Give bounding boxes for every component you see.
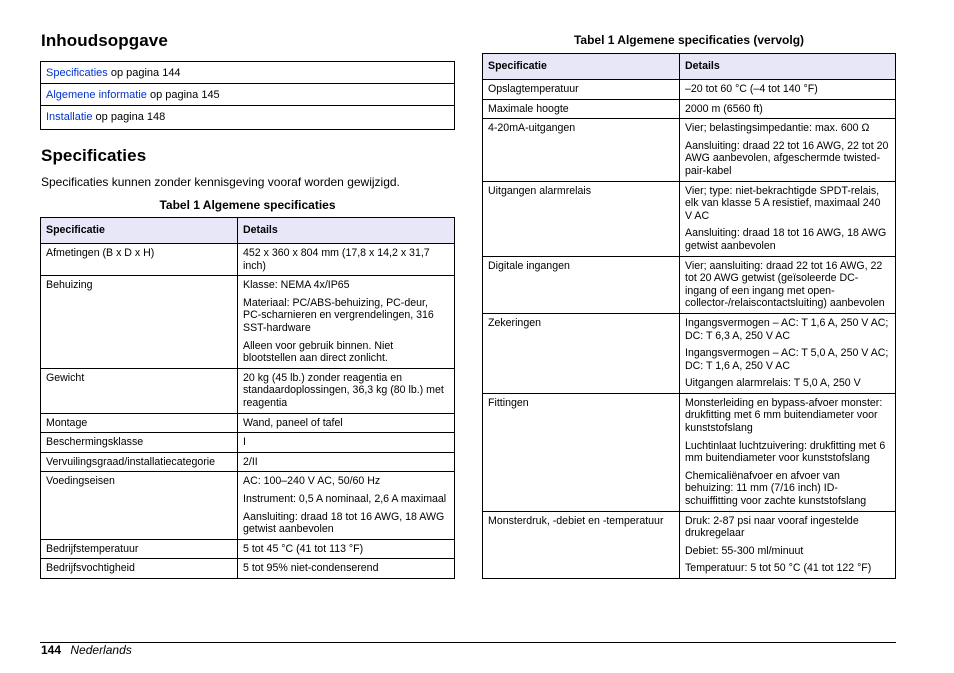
spec-cell: Fittingen [483, 393, 680, 511]
table-row [41, 368, 455, 413]
header-spec: Specificatie [483, 54, 680, 80]
table-header-row [41, 218, 455, 244]
spec-table-2 [482, 53, 896, 579]
table2-caption: Tabel 1 Algemene specificaties (vervolg) [573, 33, 805, 47]
spec-cell: Uitgangen alarmrelais [483, 181, 680, 256]
footer-divider [40, 642, 896, 643]
table-row [41, 244, 455, 276]
details-cell [238, 433, 455, 453]
table-row [41, 539, 455, 559]
details-line: Ingangsvermogen – AC: T 5,0 A, 250 V AC; DC: T 1,6 A, 250 V AC [685, 347, 889, 372]
toc-item [41, 84, 454, 106]
spec-cell: Bedrijfstemperatuur [41, 539, 238, 559]
table2-body [483, 80, 896, 579]
spec-cell: Maximale hoogte [483, 99, 680, 119]
table-row [483, 80, 896, 100]
details-line: –20 tot 60 °C (–4 tot 140 °F) [685, 83, 818, 95]
header-details: Details [238, 218, 455, 244]
details-line: Aansluiting: draad 22 tot 16 AWG, 22 tot 20 AWG aanbevolen, afgeschermde twisted-pair-kabel [685, 139, 889, 177]
details-line: Luchtinlaat luchtzuivering: drukfitting met 6 mm buitendiameter voor kunststofslang [685, 439, 886, 465]
details-line: Materiaal: PC/ABS-behuizing, PC-deur, PC-scharnieren en vergrendelingen, 316 SST-hardware [243, 296, 434, 334]
toc-list [40, 61, 455, 130]
table1-body [41, 244, 455, 579]
details-line: Chemicaliënafvoer en afvoer van behuizing: 11 mm (7/16 inch) ID-schuiffitting voor zachte kunststofslang [685, 469, 867, 508]
details-line: Vier; aansluiting: draad 22 tot 16 AWG, 22 tot 20 AWG getwist (geïsoleerde DC-ingang of een ingang met open-collector-/relaiscontactsluiting) aanbevolen [685, 259, 885, 310]
details-line: 2000 m (6560 ft) [685, 102, 763, 115]
details-cell [238, 472, 455, 539]
table-row [483, 99, 896, 119]
details-line: Vier; type: niet-bekrachtigde SPDT-relais, elk van klasse 5 A resistief, maximaal 240 V AC [685, 184, 881, 222]
details-line: Aansluiting: draad 18 tot 16 AWG, 18 AWG getwist aanbevolen [243, 510, 445, 536]
spec-cell: Behuizing [41, 276, 238, 369]
details-line: 2/II [243, 455, 258, 468]
details-line: Klasse: NEMA 4x/IP65 [243, 279, 350, 292]
spec-cell: Voedingseisen [41, 472, 238, 539]
toc-link-algemene-informatie[interactable]: Algemene informatie [46, 89, 147, 101]
details-line: Druk: 2-87 psi naar vooraf ingestelde drukregelaar [685, 514, 859, 540]
details-cell [238, 559, 455, 579]
table-row [41, 276, 455, 369]
details-line: AC: 100–240 V AC, 50/60 Hz [243, 475, 381, 488]
spec-cell: Gewicht [41, 368, 238, 413]
toc-heading: Inhoudsopgave [41, 31, 168, 50]
spec-cell: Bedrijfsvochtigheid [41, 559, 238, 579]
details-cell [680, 80, 896, 100]
spec-cell: Montage [41, 413, 238, 433]
details-line: Temperatuur: 5 tot 50 °C (41 tot 122 °F) [685, 562, 872, 575]
details-line: 20 kg (45 lb.) zonder reagentia en standaardoplossingen, 36,3 kg (80 lb.) met reagentia [243, 371, 444, 409]
footer-language: Nederlands [70, 643, 132, 657]
details-cell [238, 413, 455, 433]
spec-cell: Beschermingsklasse [41, 433, 238, 453]
table-row [483, 256, 896, 313]
details-line: Alleen voor gebruik binnen. Niet blootstellen aan direct zonlicht. [243, 339, 394, 365]
table-row [41, 472, 455, 539]
table-row [41, 413, 455, 433]
page-footer [41, 643, 132, 657]
table-row [41, 433, 455, 453]
details-line: 452 x 360 x 804 mm (17,8 x 14,2 x 31,7 inch) [243, 247, 430, 272]
details-cell [680, 511, 896, 578]
details-line: Ingangsvermogen – AC: T 1,6 A, 250 V AC; DC: T 6,3 A, 250 V AC [685, 316, 889, 342]
details-line: Instrument: 0,5 A nominaal, 2,6 A maximaal [243, 492, 447, 505]
details-cell [680, 313, 896, 393]
spec-cell: Digitale ingangen [483, 256, 680, 313]
table-row [483, 313, 896, 393]
details-line: Monsterleiding en bypass-afvoer monster: drukfitting met 6 mm buitendiameter voor kunststofslang [685, 396, 883, 435]
details-cell [238, 244, 455, 276]
toc-item-suffix: op pagina 145 [146, 89, 220, 101]
details-cell [238, 276, 455, 369]
toc-link-installatie[interactable]: Installatie [46, 111, 93, 123]
details-cell [680, 119, 896, 181]
table-row [483, 511, 896, 578]
details-cell [680, 99, 896, 119]
details-cell [238, 539, 455, 559]
details-line: Wand, paneel of tafel [243, 416, 343, 429]
details-line: I [243, 436, 246, 449]
spec-cell: Zekeringen [483, 313, 680, 393]
header-spec: Specificatie [41, 218, 238, 244]
page-number: 144 [41, 643, 62, 657]
toc-item [41, 106, 454, 129]
spec-cell: Monsterdruk, -debiet en -temperatuur [483, 511, 680, 578]
details-line: Uitgangen alarmrelais: T 5,0 A, 250 V [685, 377, 861, 390]
toc-item-suffix: op pagina 148 [92, 111, 166, 123]
spec-cell: Opslagtemperatuur [483, 80, 680, 100]
spec-cell: 4-20mA-uitgangen [483, 119, 680, 181]
toc-link-specificaties[interactable]: Specificaties [46, 67, 108, 79]
spec-cell: Afmetingen (B x D x H) [41, 244, 238, 276]
table-row [41, 452, 455, 472]
details-cell [680, 181, 896, 256]
spec-cell: Vervuilingsgraad/installatiecategorie [41, 452, 238, 472]
toc-item-suffix: op pagina 144 [107, 67, 181, 79]
table-row [483, 393, 896, 511]
table1-caption: Tabel 1 Algemene specificaties [159, 198, 336, 212]
table-row [483, 181, 896, 256]
table-header-row [483, 54, 896, 80]
table-row [41, 559, 455, 579]
details-cell [680, 393, 896, 511]
toc-item [41, 62, 454, 84]
spec-table-1 [40, 217, 455, 579]
details-line: 5 tot 45 °C (41 tot 113 °F) [243, 542, 364, 555]
header-details: Details [680, 54, 896, 80]
specificaties-heading: Specificaties [41, 146, 147, 165]
details-line: Vier; belastingsimpedantie: max. 600 Ω [685, 122, 870, 135]
details-cell [238, 368, 455, 413]
details-cell [238, 452, 455, 472]
intro-text: Specificaties kunnen zonder kennisgeving vooraf worden gewijzigd. [41, 175, 400, 189]
table-row [483, 119, 896, 181]
details-line: 5 tot 95% niet-condenserend [243, 562, 379, 575]
details-cell [680, 256, 896, 313]
details-line: Debiet: 55-300 ml/minuut [685, 544, 804, 557]
details-line: Aansluiting: draad 18 tot 16 AWG, 18 AWG getwist aanbevolen [685, 227, 887, 252]
